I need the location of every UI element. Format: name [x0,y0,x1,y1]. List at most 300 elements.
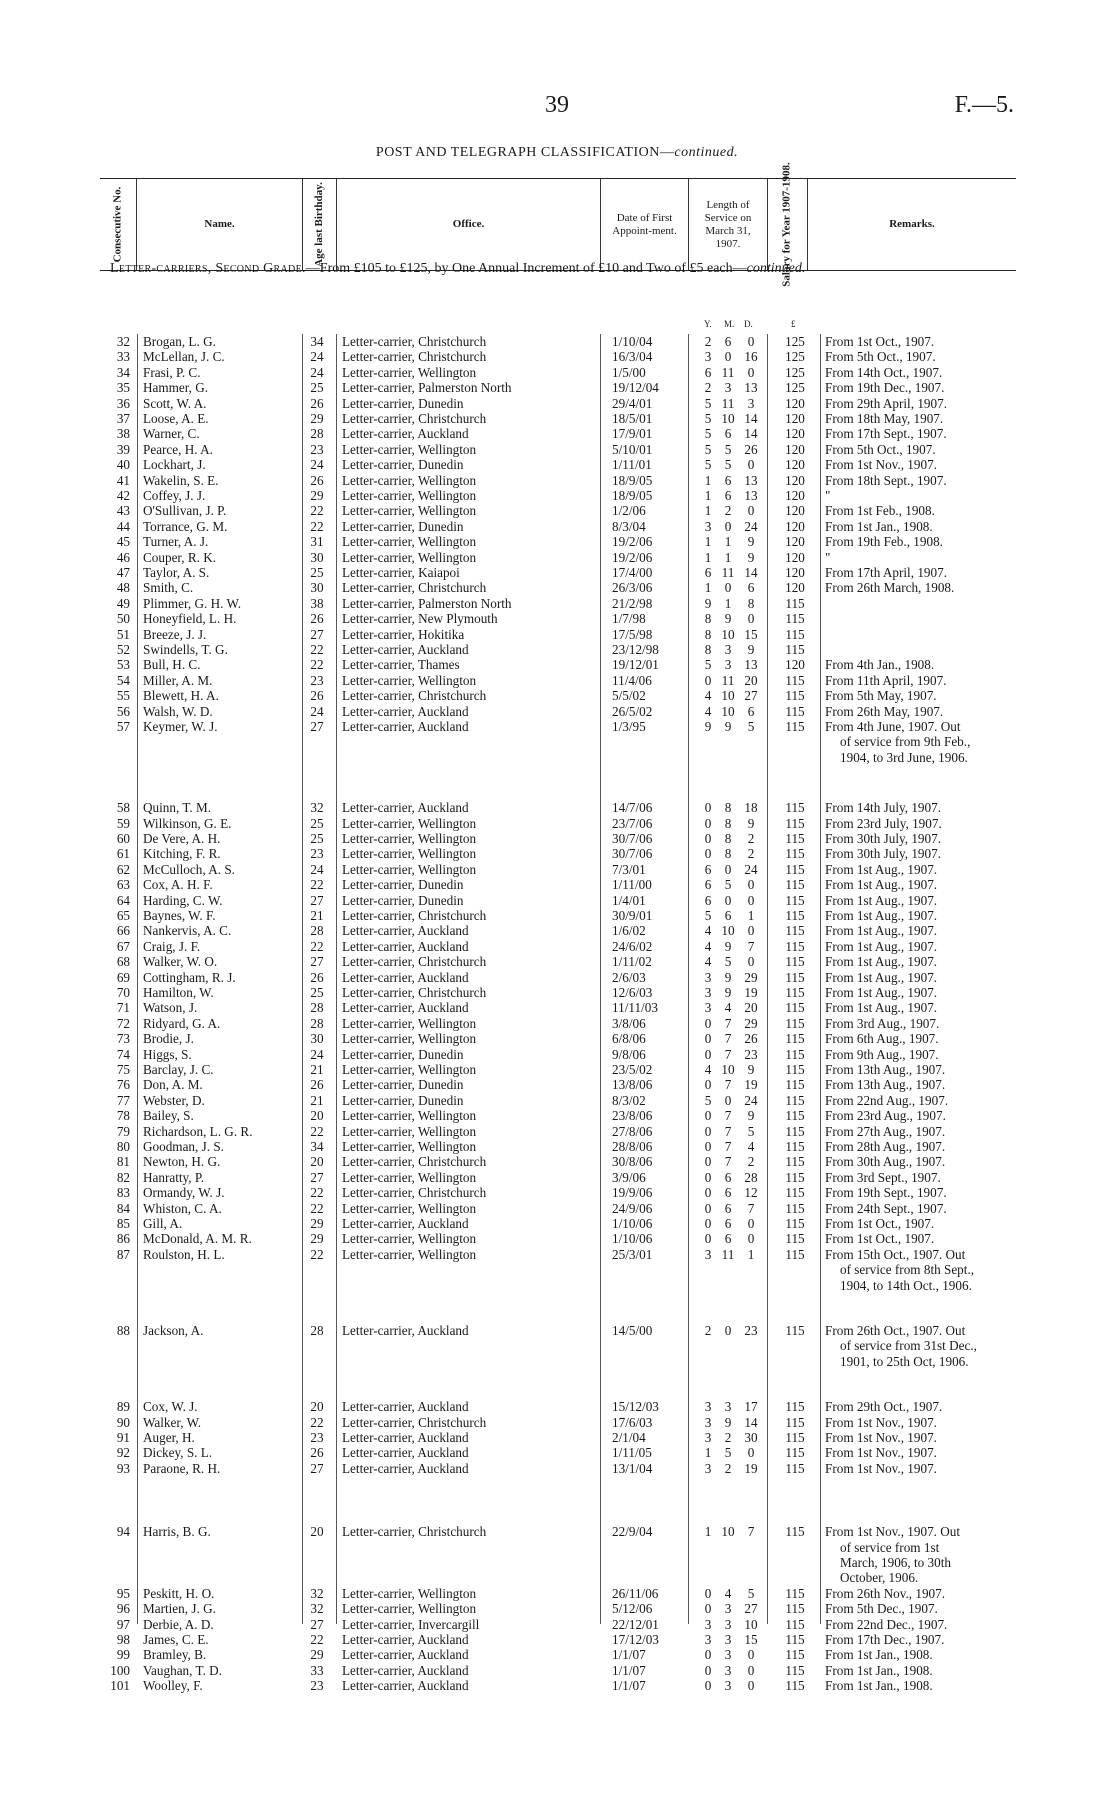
cell-office: Letter-carrier, Invercargill [342,1616,480,1632]
cell-no: 57 [116,719,130,734]
cell-age: 23 [310,846,324,862]
cell-sal: 120 [785,549,805,565]
cell-name: McDonald, A. M. R. [143,1231,252,1247]
cell-office: Letter-carrier, Auckland [342,1430,469,1445]
cell-date: 27/8/06 [612,1123,653,1139]
table-row [0,1093,1114,1108]
cell-remarks-cont: of service from 9th Feb., [840,734,971,750]
cell-name: Frasi, P. C. [143,364,201,380]
cell-office: Letter-carrier, Auckland [342,703,469,719]
cell-sal: 120 [785,503,805,519]
cell-age: 30 [310,1031,324,1047]
cell-name: Martien, J. G. [143,1601,216,1617]
cell-m: 3 [724,642,732,657]
cell-d: 14 [744,411,758,426]
cell-no: 55 [116,688,130,704]
table-row [0,1586,1114,1601]
cell-name: Warner, C. [143,426,200,442]
cell-m: 5 [724,457,732,473]
cell-name: Webster, D. [143,1092,205,1108]
cell-office: Letter-carrier, Auckland [342,1647,469,1663]
cell-age: 24 [310,349,324,365]
cell-no: 59 [116,815,130,831]
table-row [0,396,1114,411]
cell-name: Cox, A. H. F. [143,877,213,893]
table-row [0,426,1114,441]
table-row [0,1170,1114,1185]
cell-rem: From 1st Aug., 1907. [825,969,938,985]
cell-rem: From 23rd July, 1907. [825,815,942,831]
cell-sal: 120 [785,657,805,673]
table-row [0,503,1114,518]
table-row [0,380,1114,395]
cell-y: 0 [704,1231,712,1247]
cell-date: 1/5/00 [612,364,646,380]
cell-sal: 115 [785,1015,805,1031]
cell-no: 85 [116,1216,130,1231]
cell-rem: From 1st Aug., 1907. [825,954,938,970]
cell-d: 0 [747,611,755,627]
cell-m: 7 [724,1046,732,1062]
cell-rem: From 1st Nov., 1907. [825,1445,937,1461]
cell-m: 3 [724,657,732,673]
unit-years: Y. [704,319,712,329]
cell-rem: From 24th Sept., 1907. [825,1200,947,1216]
remarks-continuation [0,1278,1114,1293]
cell-m: 6 [724,426,732,442]
cell-sal: 125 [785,364,805,380]
table-row [0,1062,1114,1077]
remarks-continuation [0,1338,1114,1353]
cell-no: 46 [116,549,130,565]
cell-sal: 125 [785,349,805,365]
cell-no: 38 [116,426,130,442]
cell-age: 20 [310,1399,324,1415]
cell-sal: 115 [785,1139,805,1154]
cell-office: Letter-carrier, Auckland [342,1399,469,1415]
cell-age: 24 [310,364,324,380]
cell-office: Letter-carrier, Christchurch [342,1185,487,1201]
cell-d: 23 [744,1323,758,1338]
section-grade: Letter-carriers, Second Grade. [110,261,306,276]
cell-office: Letter-carrier, Wellington [342,503,477,519]
cell-age: 24 [310,1046,324,1062]
cell-d: 5 [747,1123,755,1139]
cell-sal: 120 [785,488,805,503]
cell-no: 61 [116,846,130,862]
cell-office: Letter-carrier, Thames [342,657,460,673]
cell-date: 30/8/06 [612,1154,653,1170]
cell-d: 0 [747,1678,755,1694]
cell-y: 0 [704,1200,712,1216]
cell-m: 3 [724,1616,732,1632]
cell-no: 101 [110,1678,130,1694]
cell-d: 24 [744,518,758,534]
cell-d: 30 [744,1430,758,1445]
cell-d: 0 [747,364,755,380]
table-row [0,800,1114,815]
cell-name: Honeyfield, L. H. [143,611,237,627]
cell-remarks-cont: of service from 8th Sept., [840,1262,975,1278]
cell-d: 13 [744,472,758,488]
cell-y: 1 [704,1445,712,1461]
cell-m: 3 [724,1399,732,1415]
cell-age: 24 [310,861,324,877]
table-row [0,673,1114,688]
cell-no: 73 [116,1031,130,1047]
cell-office: Letter-carrier, Christchurch [342,688,487,704]
cell-sal: 115 [785,1585,805,1601]
cell-name: Ridyard, G. A. [143,1015,221,1031]
cell-office: Letter-carrier, Auckland [342,800,469,816]
cell-d: 14 [744,565,758,580]
cell-date: 30/7/06 [612,846,653,862]
cell-m: 6 [724,1185,732,1201]
cell-rem: From 26th May, 1907. [825,703,944,719]
cell-name: Taylor, A. S. [143,565,210,580]
cell-rem: From 1st Oct., 1907. [825,334,935,349]
cell-sal: 115 [785,688,805,704]
cell-sal: 120 [785,441,805,457]
cell-m: 3 [724,380,732,396]
cell-age: 20 [310,1524,324,1540]
cell-name: Vaughan, T. D. [143,1662,222,1678]
cell-d: 14 [744,426,758,442]
cell-rem: From 22nd Aug., 1907. [825,1092,949,1108]
cell-d: 5 [747,719,755,734]
cell-m: 9 [724,719,732,734]
cell-remarks-cont: 1901, to 25th Oct, 1906. [840,1353,969,1369]
cell-d: 19 [744,1077,758,1093]
cell-office: Letter-carrier, Christchurch [342,349,487,365]
cell-y: 8 [704,611,712,627]
cell-no: 93 [116,1460,130,1476]
cell-y: 5 [704,457,712,473]
cell-y: 3 [704,518,712,534]
cell-remarks-cont: 1904, to 14th Oct., 1906. [840,1277,972,1293]
cell-rem: From 17th April, 1907. [825,565,947,580]
cell-age: 32 [310,1585,324,1601]
cell-rem: From 1st Aug., 1907. [825,861,938,877]
cell-m: 8 [724,815,732,831]
cell-sal: 120 [785,518,805,534]
cell-age: 26 [310,1077,324,1093]
cell-name: Woolley, F. [143,1678,203,1694]
cell-date: 1/7/98 [612,611,646,627]
cell-d: 29 [744,969,758,985]
cell-y: 5 [704,1092,712,1108]
table-row [0,657,1114,672]
cell-name: Don, A. M. [143,1077,203,1093]
cell-date: 2/6/03 [612,969,646,985]
cell-m: 6 [724,908,732,923]
cell-date: 8/3/04 [612,518,646,534]
cell-d: 28 [744,1169,758,1185]
cell-name: Nankervis, A. C. [143,923,232,939]
title-text: POST AND TELEGRAPH CLASSIFICATION— [375,145,675,160]
cell-sal: 115 [785,672,805,688]
cell-y: 0 [704,1123,712,1139]
cell-age: 22 [310,1414,324,1430]
cell-office: Letter-carrier, Wellington [342,1062,477,1077]
cell-m: 5 [724,877,732,893]
cell-y: 1 [704,549,712,565]
cell-no: 90 [116,1414,130,1430]
cell-age: 30 [310,580,324,596]
cell-rem: From 1st Oct., 1907. [825,1231,935,1247]
cell-office: Letter-carrier, Wellington [342,549,477,565]
table-row [0,846,1114,861]
table-row [0,1201,1114,1216]
cell-sal: 115 [785,1678,805,1694]
cell-d: 18 [744,800,758,816]
cell-m: 11 [721,364,735,380]
cell-name: Turner, A. J. [143,534,209,550]
cell-d: 0 [747,503,755,519]
cell-name: Kitching, F. R. [143,846,221,862]
cell-date: 23/7/06 [612,815,653,831]
cell-name: Walsh, W. D. [143,703,213,719]
cell-office: Letter-carrier, Wellington [342,441,477,457]
cell-m: 6 [724,488,732,503]
cell-rem: From 1st Jan., 1908. [825,518,933,534]
cell-d: 9 [747,1108,755,1124]
cell-d: 0 [747,923,755,939]
cell-no: 95 [116,1585,130,1601]
cell-age: 22 [310,877,324,893]
cell-no: 41 [116,472,130,488]
cell-m: 7 [724,1015,732,1031]
cell-sal: 120 [785,580,805,596]
cell-y: 5 [704,411,712,426]
cell-age: 27 [310,626,324,642]
cell-d: 6 [747,703,755,719]
table-row [0,1108,1114,1123]
cell-age: 27 [310,1616,324,1632]
cell-office: Letter-carrier, Wellington [342,1139,477,1154]
table-row [0,1430,1114,1445]
cell-name: Pearce, H. A. [143,441,213,457]
cell-name: Smith, C. [143,580,194,596]
table-row [0,688,1114,703]
cell-y: 0 [704,1154,712,1170]
cell-m: 5 [724,441,732,457]
cell-y: 3 [704,1632,712,1647]
cell-date: 30/9/01 [612,908,653,923]
cell-office: Letter-carrier, Palmerston North [342,595,512,611]
cell-no: 69 [116,969,130,985]
cell-rem: From 15th Oct., 1907. Out [825,1246,966,1262]
cell-date: 1/11/01 [612,457,652,473]
cell-name: Wilkinson, G. E. [143,815,232,831]
cell-office: Letter-carrier, Auckland [342,1445,469,1461]
cell-date: 13/1/04 [612,1460,653,1476]
cell-m: 5 [724,1445,732,1461]
cell-office: Letter-carrier, Dunedin [342,1092,464,1108]
cell-no: 91 [116,1430,130,1445]
cell-no: 94 [116,1524,130,1540]
cell-m: 11 [721,395,735,411]
cell-age: 28 [310,1000,324,1016]
cell-y: 6 [704,565,712,580]
cell-m: 0 [724,518,732,534]
header-office: Office. [336,179,600,270]
cell-date: 24/6/02 [612,938,653,954]
cell-date: 17/4/00 [612,565,653,580]
cell-y: 1 [704,1524,712,1540]
cell-sal: 120 [785,472,805,488]
cell-no: 50 [116,611,130,627]
cell-date: 23/8/06 [612,1108,653,1124]
cell-sal: 115 [785,1031,805,1047]
cell-d: 17 [744,1399,758,1415]
remarks-continuation [0,734,1114,749]
cell-m: 10 [721,411,735,426]
cell-date: 1/6/02 [612,923,646,939]
cell-office: Letter-carrier, Auckland [342,1632,469,1647]
cell-date: 18/5/01 [612,411,653,426]
cell-name: O'Sullivan, J. P. [143,503,227,519]
cell-y: 0 [704,1031,712,1047]
cell-m: 0 [724,892,732,908]
cell-d: 2 [747,846,755,862]
cell-d: 13 [744,657,758,673]
cell-y: 6 [704,861,712,877]
cell-rem: From 11th April, 1907. [825,672,947,688]
cell-d: 2 [747,831,755,846]
cell-date: 3/9/06 [612,1169,646,1185]
cell-office: Letter-carrier, Wellington [342,846,477,862]
table-row [0,642,1114,657]
cell-sal: 115 [785,719,805,734]
cell-y: 4 [704,1062,712,1077]
cell-d: 26 [744,1031,758,1047]
cell-d: 9 [747,534,755,550]
cell-name: Wakelin, S. E. [143,472,219,488]
cell-name: Torrance, G. M. [143,518,228,534]
cell-age: 22 [310,1246,324,1262]
cell-no: 36 [116,395,130,411]
section-text: —From £105 to £125, by One Annual Increment of £10 and Two of £5 each— [305,261,747,276]
cell-date: 6/8/06 [612,1031,646,1047]
cell-office: Letter-carrier, Wellington [342,1231,477,1247]
cell-name: Hanratty, P. [143,1169,205,1185]
table-row [0,862,1114,877]
cell-age: 28 [310,1015,324,1031]
cell-rem: From 1st Nov., 1907. [825,1414,937,1430]
cell-name: Craig, J. F. [143,938,201,954]
cell-name: Derbie, A. D. [143,1616,214,1632]
cell-sal: 115 [785,861,805,877]
cell-age: 27 [310,719,324,734]
table-row [0,519,1114,534]
cell-sal: 115 [785,831,805,846]
cell-rem: From 1st Nov., 1907. Out [825,1524,961,1540]
cell-date: 26/11/06 [612,1585,659,1601]
cell-no: 76 [116,1077,130,1093]
cell-no: 72 [116,1015,130,1031]
cell-no: 58 [116,800,130,816]
cell-date: 11/4/06 [612,672,652,688]
cell-d: 23 [744,1046,758,1062]
cell-no: 44 [116,518,130,534]
cell-no: 87 [116,1246,130,1262]
cell-no: 63 [116,877,130,893]
cell-y: 1 [704,534,712,550]
cell-y: 0 [704,1601,712,1617]
cell-no: 43 [116,503,130,519]
cell-sal: 120 [785,426,805,442]
table-row [0,1678,1114,1693]
cell-d: 9 [747,642,755,657]
remarks-continuation [0,1540,1114,1555]
table-row [0,1077,1114,1092]
cell-no: 40 [116,457,130,473]
cell-m: 2 [724,1460,732,1476]
cell-date: 23/5/02 [612,1062,653,1077]
cell-d: 8 [747,595,755,611]
cell-sal: 115 [785,1123,805,1139]
cell-no: 42 [116,488,130,503]
cell-rem: From 1st Nov., 1907. [825,1460,937,1476]
cell-d: 27 [744,1601,758,1617]
cell-age: 21 [310,1092,324,1108]
cell-name: Watson, J. [143,1000,198,1016]
cell-no: 49 [116,595,130,611]
cell-y: 2 [704,1323,712,1338]
cell-age: 30 [310,549,324,565]
cell-office: Letter-carrier, Auckland [342,938,469,954]
cell-no: 82 [116,1169,130,1185]
cell-date: 8/3/02 [612,1092,646,1108]
cell-m: 6 [724,1231,732,1247]
cell-y: 0 [704,1015,712,1031]
cell-name: Plimmer, G. H. W. [143,595,242,611]
table-row [0,334,1114,349]
cell-office: Letter-carrier, Auckland [342,1216,469,1231]
cell-y: 8 [704,626,712,642]
cell-name: Bailey, S. [143,1108,194,1124]
cell-age: 22 [310,657,324,673]
table-row [0,1124,1114,1139]
cell-y: 0 [704,800,712,816]
remarks-continuation [0,750,1114,765]
cell-sal: 115 [785,892,805,908]
cell-y: 3 [704,1246,712,1262]
cell-m: 7 [724,1077,732,1093]
cell-rem: From 14th July, 1907. [825,800,942,816]
cell-name: Blewett, H. A. [143,688,219,704]
cell-m: 7 [724,1108,732,1124]
cell-d: 7 [747,938,755,954]
cell-sal: 115 [785,1632,805,1647]
cell-office: Letter-carrier, Wellington [342,1585,477,1601]
cell-office: Letter-carrier, Wellington [342,1601,477,1617]
table-row [0,1524,1114,1539]
cell-y: 8 [704,642,712,657]
cell-rem: From 27th Aug., 1907. [825,1123,946,1139]
cell-age: 22 [310,503,324,519]
cell-age: 29 [310,1647,324,1663]
cell-no: 54 [116,672,130,688]
cell-no: 45 [116,534,130,550]
table-row [0,457,1114,472]
cell-sal: 115 [785,938,805,954]
cell-sal: 115 [785,800,805,816]
cell-date: 18/9/05 [612,472,653,488]
cell-sal: 115 [785,985,805,1000]
cell-rem: From 30th July, 1907. [825,846,942,862]
